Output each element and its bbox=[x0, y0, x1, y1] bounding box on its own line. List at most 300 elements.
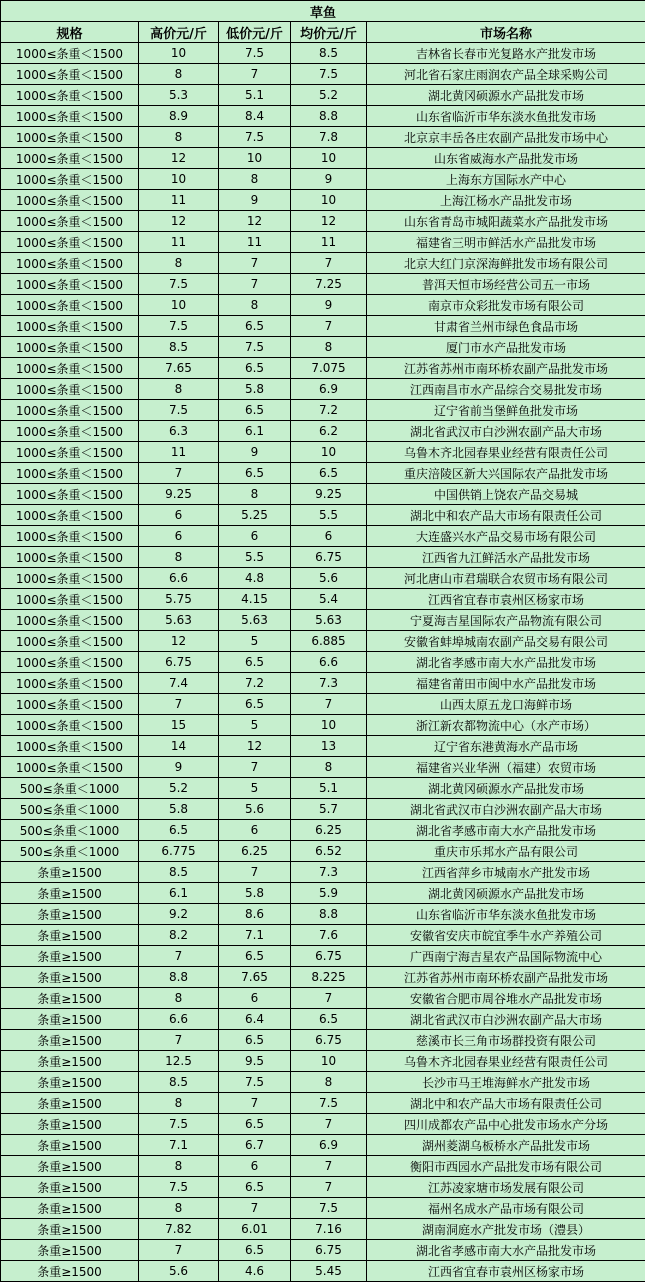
table-row bbox=[1, 232, 645, 253]
cell-market-name: 江西南昌市水产品综合交易批发市场 bbox=[367, 379, 645, 400]
cell-low-price: 6 bbox=[219, 1156, 291, 1177]
cell-avg-price: 7 bbox=[291, 316, 367, 337]
cell-market-name: 福州名成水产品市场有限公司 bbox=[367, 1198, 645, 1219]
cell-avg-price: 7.075 bbox=[291, 358, 367, 379]
cell-low-price: 7.5 bbox=[219, 43, 291, 64]
cell-high-price: 7.65 bbox=[139, 358, 219, 379]
cell-spec: 条重≥1500 bbox=[1, 946, 139, 967]
cell-low-price: 9.5 bbox=[219, 1051, 291, 1072]
cell-market-name: 广西南宁海吉星农产品国际物流中心 bbox=[367, 946, 645, 967]
cell-market-name: 辽宁省东港黄海水产品市场 bbox=[367, 736, 645, 757]
table-row bbox=[1, 694, 645, 715]
table-row bbox=[1, 1177, 645, 1198]
cell-spec: 1000≤条重＜1500 bbox=[1, 295, 139, 316]
cell-low-price: 7 bbox=[219, 64, 291, 85]
cell-avg-price: 7.5 bbox=[291, 1198, 367, 1219]
cell-low-price: 4.6 bbox=[219, 1261, 291, 1282]
cell-market-name: 南京市众彩批发市场有限公司 bbox=[367, 295, 645, 316]
cell-high-price: 8.2 bbox=[139, 925, 219, 946]
cell-market-name: 安徽省蚌埠城南农副产品交易有限公司 bbox=[367, 631, 645, 652]
cell-spec: 条重≥1500 bbox=[1, 1009, 139, 1030]
cell-high-price: 7.5 bbox=[139, 1114, 219, 1135]
cell-avg-price: 7 bbox=[291, 1177, 367, 1198]
cell-low-price: 7 bbox=[219, 1093, 291, 1114]
table-body bbox=[1, 43, 645, 1282]
cell-avg-price: 8.8 bbox=[291, 904, 367, 925]
cell-avg-price: 7.25 bbox=[291, 274, 367, 295]
cell-low-price: 6.25 bbox=[219, 841, 291, 862]
cell-avg-price: 7 bbox=[291, 694, 367, 715]
cell-market-name: 江西省宜春市袁州区杨家市场 bbox=[367, 1261, 645, 1282]
cell-spec: 1000≤条重＜1500 bbox=[1, 43, 139, 64]
table-row bbox=[1, 1114, 645, 1135]
cell-high-price: 6.75 bbox=[139, 652, 219, 673]
cell-spec: 1000≤条重＜1500 bbox=[1, 232, 139, 253]
cell-spec: 1000≤条重＜1500 bbox=[1, 463, 139, 484]
cell-avg-price: 6.52 bbox=[291, 841, 367, 862]
cell-market-name: 湖北黄冈硕源水产品批发市场 bbox=[367, 85, 645, 106]
cell-spec: 条重≥1500 bbox=[1, 988, 139, 1009]
cell-avg-price: 7.16 bbox=[291, 1219, 367, 1240]
cell-high-price: 6.3 bbox=[139, 421, 219, 442]
cell-avg-price: 6.75 bbox=[291, 1240, 367, 1261]
cell-spec: 1000≤条重＜1500 bbox=[1, 610, 139, 631]
cell-spec: 1000≤条重＜1500 bbox=[1, 127, 139, 148]
cell-high-price: 8.8 bbox=[139, 967, 219, 988]
cell-high-price: 8.5 bbox=[139, 1072, 219, 1093]
cell-spec: 1000≤条重＜1500 bbox=[1, 757, 139, 778]
header-low-price: 低价元/斤 bbox=[219, 22, 291, 43]
cell-high-price: 7.5 bbox=[139, 400, 219, 421]
cell-spec: 1000≤条重＜1500 bbox=[1, 211, 139, 232]
cell-avg-price: 5.6 bbox=[291, 568, 367, 589]
cell-low-price: 6.1 bbox=[219, 421, 291, 442]
cell-market-name: 厦门市水产品批发市场 bbox=[367, 337, 645, 358]
cell-low-price: 5.63 bbox=[219, 610, 291, 631]
table-row bbox=[1, 1072, 645, 1093]
cell-high-price: 12.5 bbox=[139, 1051, 219, 1072]
cell-low-price: 6.5 bbox=[219, 652, 291, 673]
cell-high-price: 8 bbox=[139, 127, 219, 148]
table-row bbox=[1, 526, 645, 547]
cell-market-name: 湖北省孝感市南大水产品批发市场 bbox=[367, 1240, 645, 1261]
cell-market-name: 上海东方国际水产中心 bbox=[367, 169, 645, 190]
cell-avg-price: 5.7 bbox=[291, 799, 367, 820]
cell-spec: 1000≤条重＜1500 bbox=[1, 316, 139, 337]
cell-avg-price: 13 bbox=[291, 736, 367, 757]
cell-avg-price: 12 bbox=[291, 211, 367, 232]
table-row bbox=[1, 547, 645, 568]
cell-avg-price: 9 bbox=[291, 169, 367, 190]
table-row bbox=[1, 925, 645, 946]
cell-high-price: 7.4 bbox=[139, 673, 219, 694]
cell-high-price: 10 bbox=[139, 169, 219, 190]
cell-high-price: 5.3 bbox=[139, 85, 219, 106]
cell-market-name: 湖北省武汉市白沙洲农副产品大市场 bbox=[367, 799, 645, 820]
cell-high-price: 12 bbox=[139, 211, 219, 232]
cell-low-price: 10 bbox=[219, 148, 291, 169]
cell-spec: 条重≥1500 bbox=[1, 1030, 139, 1051]
cell-market-name: 重庆市乐邦水产品有限公司 bbox=[367, 841, 645, 862]
table-row bbox=[1, 1093, 645, 1114]
cell-low-price: 6.5 bbox=[219, 946, 291, 967]
cell-avg-price: 7 bbox=[291, 1114, 367, 1135]
cell-avg-price: 6 bbox=[291, 526, 367, 547]
cell-high-price: 5.6 bbox=[139, 1261, 219, 1282]
header-avg-price: 均价元/斤 bbox=[291, 22, 367, 43]
cell-avg-price: 5.9 bbox=[291, 883, 367, 904]
cell-high-price: 8 bbox=[139, 379, 219, 400]
table-title: 草鱼 bbox=[1, 1, 645, 22]
cell-market-name: 江西省九江鲜活水产品批发市场 bbox=[367, 547, 645, 568]
cell-high-price: 5.63 bbox=[139, 610, 219, 631]
cell-low-price: 7 bbox=[219, 862, 291, 883]
cell-avg-price: 6.5 bbox=[291, 463, 367, 484]
cell-avg-price: 7 bbox=[291, 253, 367, 274]
cell-avg-price: 7 bbox=[291, 1156, 367, 1177]
cell-spec: 条重≥1500 bbox=[1, 1114, 139, 1135]
cell-low-price: 11 bbox=[219, 232, 291, 253]
cell-spec: 1000≤条重＜1500 bbox=[1, 484, 139, 505]
table-row bbox=[1, 631, 645, 652]
table-row bbox=[1, 883, 645, 904]
cell-high-price: 10 bbox=[139, 43, 219, 64]
cell-low-price: 6.5 bbox=[219, 358, 291, 379]
cell-low-price: 9 bbox=[219, 442, 291, 463]
cell-high-price: 10 bbox=[139, 295, 219, 316]
cell-market-name: 慈溪市长三角市场群投资有限公司 bbox=[367, 1030, 645, 1051]
cell-spec: 条重≥1500 bbox=[1, 1177, 139, 1198]
cell-avg-price: 9.25 bbox=[291, 484, 367, 505]
cell-low-price: 6 bbox=[219, 526, 291, 547]
cell-low-price: 8 bbox=[219, 484, 291, 505]
cell-low-price: 4.8 bbox=[219, 568, 291, 589]
cell-spec: 1000≤条重＜1500 bbox=[1, 694, 139, 715]
cell-low-price: 7.5 bbox=[219, 127, 291, 148]
cell-low-price: 7 bbox=[219, 274, 291, 295]
cell-market-name: 甘肃省兰州市绿色食品市场 bbox=[367, 316, 645, 337]
cell-spec: 条重≥1500 bbox=[1, 1240, 139, 1261]
cell-spec: 1000≤条重＜1500 bbox=[1, 736, 139, 757]
cell-low-price: 6.5 bbox=[219, 1177, 291, 1198]
cell-low-price: 6.5 bbox=[219, 463, 291, 484]
cell-market-name: 乌鲁木齐北园春果业经营有限责任公司 bbox=[367, 1051, 645, 1072]
table-row bbox=[1, 190, 645, 211]
cell-avg-price: 7.2 bbox=[291, 400, 367, 421]
cell-low-price: 7.5 bbox=[219, 1072, 291, 1093]
cell-low-price: 6.4 bbox=[219, 1009, 291, 1030]
cell-avg-price: 8 bbox=[291, 1072, 367, 1093]
cell-high-price: 8 bbox=[139, 988, 219, 1009]
cell-spec: 1000≤条重＜1500 bbox=[1, 400, 139, 421]
cell-high-price: 11 bbox=[139, 190, 219, 211]
cell-spec: 条重≥1500 bbox=[1, 1051, 139, 1072]
cell-spec: 1000≤条重＜1500 bbox=[1, 547, 139, 568]
cell-high-price: 15 bbox=[139, 715, 219, 736]
cell-avg-price: 6.6 bbox=[291, 652, 367, 673]
table-row bbox=[1, 337, 645, 358]
cell-low-price: 6 bbox=[219, 988, 291, 1009]
cell-spec: 条重≥1500 bbox=[1, 1261, 139, 1282]
table-row bbox=[1, 1051, 645, 1072]
cell-spec: 条重≥1500 bbox=[1, 1093, 139, 1114]
cell-low-price: 5.1 bbox=[219, 85, 291, 106]
cell-market-name: 重庆涪陵区新大兴国际农产品批发市场 bbox=[367, 463, 645, 484]
cell-avg-price: 5.4 bbox=[291, 589, 367, 610]
cell-spec: 1000≤条重＜1500 bbox=[1, 589, 139, 610]
cell-spec: 500≤条重＜1000 bbox=[1, 841, 139, 862]
cell-spec: 条重≥1500 bbox=[1, 1156, 139, 1177]
cell-avg-price: 8.8 bbox=[291, 106, 367, 127]
cell-avg-price: 6.75 bbox=[291, 946, 367, 967]
cell-avg-price: 6.9 bbox=[291, 379, 367, 400]
cell-low-price: 8 bbox=[219, 169, 291, 190]
cell-spec: 1000≤条重＜1500 bbox=[1, 358, 139, 379]
cell-market-name: 山西太原五龙口海鲜市场 bbox=[367, 694, 645, 715]
cell-spec: 条重≥1500 bbox=[1, 1135, 139, 1156]
table-row bbox=[1, 820, 645, 841]
cell-avg-price: 6.885 bbox=[291, 631, 367, 652]
cell-low-price: 6.5 bbox=[219, 1114, 291, 1135]
cell-avg-price: 10 bbox=[291, 148, 367, 169]
cell-high-price: 6.6 bbox=[139, 1009, 219, 1030]
table-row bbox=[1, 736, 645, 757]
cell-market-name: 长沙市马王堆海鲜水产批发市场 bbox=[367, 1072, 645, 1093]
cell-spec: 1000≤条重＜1500 bbox=[1, 505, 139, 526]
cell-spec: 条重≥1500 bbox=[1, 1219, 139, 1240]
cell-avg-price: 8.5 bbox=[291, 43, 367, 64]
table-row bbox=[1, 1240, 645, 1261]
cell-high-price: 6 bbox=[139, 505, 219, 526]
cell-spec: 条重≥1500 bbox=[1, 967, 139, 988]
table-row bbox=[1, 1198, 645, 1219]
cell-spec: 1000≤条重＜1500 bbox=[1, 274, 139, 295]
cell-market-name: 湖北省孝感市南大水产品批发市场 bbox=[367, 820, 645, 841]
cell-spec: 1000≤条重＜1500 bbox=[1, 442, 139, 463]
cell-low-price: 6.5 bbox=[219, 1030, 291, 1051]
cell-spec: 1000≤条重＜1500 bbox=[1, 421, 139, 442]
title-row bbox=[1, 1, 645, 22]
table-row bbox=[1, 1156, 645, 1177]
cell-high-price: 7 bbox=[139, 1240, 219, 1261]
cell-low-price: 12 bbox=[219, 736, 291, 757]
cell-high-price: 6.1 bbox=[139, 883, 219, 904]
cell-low-price: 8 bbox=[219, 295, 291, 316]
cell-market-name: 辽宁省前当堡鲜鱼批发市场 bbox=[367, 400, 645, 421]
cell-market-name: 安徽省安庆市皖宜季牛水产养殖公司 bbox=[367, 925, 645, 946]
cell-avg-price: 6.2 bbox=[291, 421, 367, 442]
table-row bbox=[1, 253, 645, 274]
cell-high-price: 11 bbox=[139, 442, 219, 463]
cell-high-price: 7.5 bbox=[139, 316, 219, 337]
table-row bbox=[1, 862, 645, 883]
cell-spec: 1000≤条重＜1500 bbox=[1, 631, 139, 652]
cell-avg-price: 7.6 bbox=[291, 925, 367, 946]
cell-low-price: 9 bbox=[219, 190, 291, 211]
cell-avg-price: 7.3 bbox=[291, 673, 367, 694]
cell-market-name: 山东省威海水产品批发市场 bbox=[367, 148, 645, 169]
cell-avg-price: 6.25 bbox=[291, 820, 367, 841]
cell-avg-price: 7.5 bbox=[291, 1093, 367, 1114]
cell-avg-price: 5.5 bbox=[291, 505, 367, 526]
table-row bbox=[1, 148, 645, 169]
cell-spec: 1000≤条重＜1500 bbox=[1, 715, 139, 736]
table-row bbox=[1, 652, 645, 673]
cell-avg-price: 6.5 bbox=[291, 1009, 367, 1030]
cell-spec: 1000≤条重＜1500 bbox=[1, 526, 139, 547]
cell-low-price: 7.1 bbox=[219, 925, 291, 946]
cell-low-price: 7.65 bbox=[219, 967, 291, 988]
cell-low-price: 6 bbox=[219, 820, 291, 841]
cell-market-name: 北京大红门京深海鲜批发市场有限公司 bbox=[367, 253, 645, 274]
cell-spec: 1000≤条重＜1500 bbox=[1, 85, 139, 106]
table-row bbox=[1, 1135, 645, 1156]
cell-avg-price: 7 bbox=[291, 988, 367, 1009]
cell-market-name: 湖北中和农产品大市场有限责任公司 bbox=[367, 1093, 645, 1114]
cell-spec: 条重≥1500 bbox=[1, 883, 139, 904]
cell-avg-price: 5.45 bbox=[291, 1261, 367, 1282]
cell-high-price: 7 bbox=[139, 1030, 219, 1051]
cell-high-price: 5.75 bbox=[139, 589, 219, 610]
cell-high-price: 8 bbox=[139, 1156, 219, 1177]
table-row bbox=[1, 1030, 645, 1051]
cell-spec: 1000≤条重＜1500 bbox=[1, 253, 139, 274]
cell-high-price: 9.2 bbox=[139, 904, 219, 925]
cell-low-price: 7 bbox=[219, 757, 291, 778]
cell-low-price: 5 bbox=[219, 715, 291, 736]
cell-market-name: 湖北省武汉市白沙洲农副产品大市场 bbox=[367, 1009, 645, 1030]
cell-low-price: 7.2 bbox=[219, 673, 291, 694]
cell-low-price: 8.6 bbox=[219, 904, 291, 925]
cell-spec: 1000≤条重＜1500 bbox=[1, 652, 139, 673]
cell-avg-price: 7.5 bbox=[291, 64, 367, 85]
cell-avg-price: 6.75 bbox=[291, 1030, 367, 1051]
cell-market-name: 山东省临沂市华东淡水鱼批发市场 bbox=[367, 904, 645, 925]
cell-high-price: 12 bbox=[139, 148, 219, 169]
cell-high-price: 5.8 bbox=[139, 799, 219, 820]
cell-spec: 1000≤条重＜1500 bbox=[1, 169, 139, 190]
cell-market-name: 湖北黄冈硕源水产品批发市场 bbox=[367, 778, 645, 799]
cell-market-name: 上海江杨水产品批发市场 bbox=[367, 190, 645, 211]
cell-high-price: 14 bbox=[139, 736, 219, 757]
cell-high-price: 7.5 bbox=[139, 274, 219, 295]
table-row bbox=[1, 442, 645, 463]
cell-low-price: 5 bbox=[219, 778, 291, 799]
cell-high-price: 9.25 bbox=[139, 484, 219, 505]
cell-market-name: 江西省宜春市袁州区杨家市场 bbox=[367, 589, 645, 610]
cell-low-price: 6.5 bbox=[219, 316, 291, 337]
table-row bbox=[1, 463, 645, 484]
header-row bbox=[1, 22, 645, 43]
cell-high-price: 8 bbox=[139, 253, 219, 274]
cell-low-price: 8.4 bbox=[219, 106, 291, 127]
cell-market-name: 普洱天恒市场经营公司五一市场 bbox=[367, 274, 645, 295]
cell-high-price: 7.1 bbox=[139, 1135, 219, 1156]
cell-avg-price: 5.63 bbox=[291, 610, 367, 631]
cell-low-price: 5.8 bbox=[219, 379, 291, 400]
cell-spec: 1000≤条重＜1500 bbox=[1, 379, 139, 400]
cell-market-name: 衡阳市西园水产品批发市场有限公司 bbox=[367, 1156, 645, 1177]
table-row bbox=[1, 274, 645, 295]
cell-low-price: 5.6 bbox=[219, 799, 291, 820]
cell-spec: 1000≤条重＜1500 bbox=[1, 106, 139, 127]
cell-avg-price: 9 bbox=[291, 295, 367, 316]
table-row bbox=[1, 778, 645, 799]
cell-high-price: 7 bbox=[139, 946, 219, 967]
cell-low-price: 6.5 bbox=[219, 1240, 291, 1261]
cell-market-name: 山东省青岛市城阳蔬菜水产品批发市场 bbox=[367, 211, 645, 232]
table-row bbox=[1, 967, 645, 988]
cell-spec: 1000≤条重＜1500 bbox=[1, 673, 139, 694]
cell-market-name: 河北省石家庄雨润农产品全球采购公司 bbox=[367, 64, 645, 85]
cell-low-price: 7.5 bbox=[219, 337, 291, 358]
table-row bbox=[1, 169, 645, 190]
cell-high-price: 8 bbox=[139, 64, 219, 85]
cell-avg-price: 5.2 bbox=[291, 85, 367, 106]
cell-market-name: 湖南洞庭水产批发市场（澧县） bbox=[367, 1219, 645, 1240]
cell-market-name: 山东省临沂市华东淡水鱼批发市场 bbox=[367, 106, 645, 127]
cell-avg-price: 8.225 bbox=[291, 967, 367, 988]
table-row bbox=[1, 799, 645, 820]
table-row bbox=[1, 904, 645, 925]
cell-market-name: 江苏凌家塘市场发展有限公司 bbox=[367, 1177, 645, 1198]
cell-low-price: 5 bbox=[219, 631, 291, 652]
table-row bbox=[1, 841, 645, 862]
cell-high-price: 7 bbox=[139, 694, 219, 715]
table-row bbox=[1, 946, 645, 967]
table-row bbox=[1, 757, 645, 778]
table-row bbox=[1, 1261, 645, 1282]
cell-spec: 条重≥1500 bbox=[1, 862, 139, 883]
table-row bbox=[1, 379, 645, 400]
cell-market-name: 四川成都农产品中心批发市场水产分场 bbox=[367, 1114, 645, 1135]
table-row bbox=[1, 400, 645, 421]
cell-market-name: 湖北省孝感市南大水产品批发市场 bbox=[367, 652, 645, 673]
cell-spec: 条重≥1500 bbox=[1, 1198, 139, 1219]
cell-spec: 1000≤条重＜1500 bbox=[1, 568, 139, 589]
cell-high-price: 8 bbox=[139, 1093, 219, 1114]
table-row bbox=[1, 43, 645, 64]
cell-market-name: 安徽省合肥市周谷堆水产品批发市场 bbox=[367, 988, 645, 1009]
table-row bbox=[1, 85, 645, 106]
cell-market-name: 宁夏海吉星国际农产品物流有限公司 bbox=[367, 610, 645, 631]
cell-low-price: 6.5 bbox=[219, 400, 291, 421]
cell-market-name: 吉林省长春市光复路水产批发市场 bbox=[367, 43, 645, 64]
cell-high-price: 6.6 bbox=[139, 568, 219, 589]
cell-avg-price: 5.1 bbox=[291, 778, 367, 799]
cell-avg-price: 6.9 bbox=[291, 1135, 367, 1156]
cell-low-price: 12 bbox=[219, 211, 291, 232]
cell-spec: 条重≥1500 bbox=[1, 925, 139, 946]
cell-spec: 1000≤条重＜1500 bbox=[1, 337, 139, 358]
cell-avg-price: 8 bbox=[291, 337, 367, 358]
cell-market-name: 河北唐山市君瑞联合农贸市场有限公司 bbox=[367, 568, 645, 589]
table-row bbox=[1, 127, 645, 148]
table-row bbox=[1, 316, 645, 337]
cell-low-price: 7 bbox=[219, 253, 291, 274]
cell-avg-price: 7.8 bbox=[291, 127, 367, 148]
cell-high-price: 7 bbox=[139, 463, 219, 484]
cell-low-price: 6.5 bbox=[219, 694, 291, 715]
cell-spec: 500≤条重＜1000 bbox=[1, 820, 139, 841]
cell-low-price: 7 bbox=[219, 1198, 291, 1219]
cell-spec: 500≤条重＜1000 bbox=[1, 778, 139, 799]
cell-market-name: 中国供销上饶农产品交易城 bbox=[367, 484, 645, 505]
table-row bbox=[1, 673, 645, 694]
cell-high-price: 6 bbox=[139, 526, 219, 547]
cell-low-price: 6.7 bbox=[219, 1135, 291, 1156]
cell-low-price: 5.5 bbox=[219, 547, 291, 568]
